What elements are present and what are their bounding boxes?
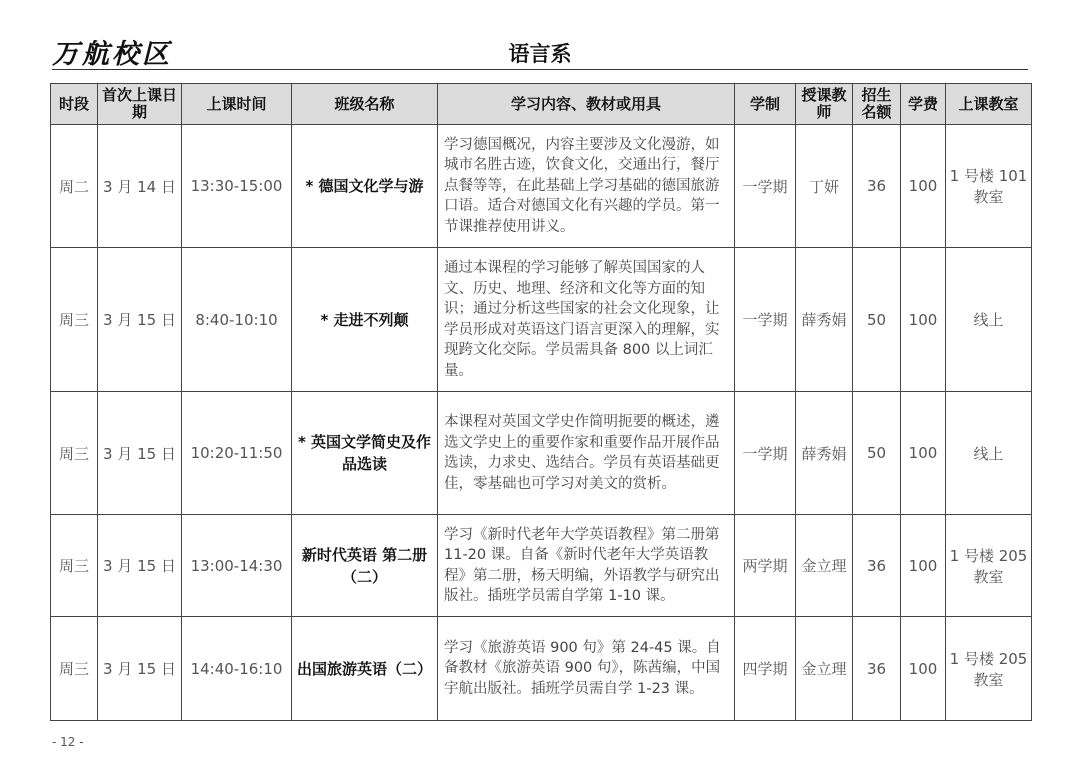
time-cell: 13:00-14:30: [182, 515, 292, 617]
quota-cell: 50: [853, 392, 901, 515]
content-cell: 学习《旅游英语 900 句》第 24-45 课。自备教材《旅游英语 900 句》，陈茜编，中国宇航出版社。插班学员需自学 1-23 课。: [438, 617, 735, 721]
time-cell: 10:20-11:50: [182, 392, 292, 515]
page-number: - 12 -: [52, 735, 84, 749]
day-cell: 周三: [51, 515, 98, 617]
term-cell: 四学期: [735, 617, 796, 721]
term-cell: 一学期: [735, 392, 796, 515]
teacher-cell: 金立理: [796, 515, 853, 617]
fee-cell: 100: [901, 125, 946, 248]
day-cell: 周三: [51, 617, 98, 721]
first-date-cell: 3 月 15 日: [98, 515, 182, 617]
fee-cell: 100: [901, 515, 946, 617]
quota-cell: 36: [853, 515, 901, 617]
fee-cell: 100: [901, 617, 946, 721]
class-name-cell: * 英国文学简史及作品选读: [292, 392, 438, 515]
table-row: [51, 392, 1032, 515]
room-cell: 1 号楼 101 教室: [946, 125, 1032, 248]
col-fee: 学费: [901, 84, 946, 125]
first-date-cell: 3 月 15 日: [98, 392, 182, 515]
teacher-cell: 丁妍: [796, 125, 853, 248]
course-table: [50, 83, 1032, 721]
col-day: 时段: [51, 84, 98, 125]
col-quota: 招生名额: [853, 84, 901, 125]
col-term: 学制: [735, 84, 796, 125]
fee-cell: 100: [901, 248, 946, 392]
first-date-cell: 3 月 15 日: [98, 248, 182, 392]
day-cell: 周三: [51, 248, 98, 392]
room-cell: 1 号楼 205 教室: [946, 617, 1032, 721]
col-first-date: 首次上课日期: [98, 84, 182, 125]
header-rule: [52, 69, 1028, 70]
time-cell: 14:40-16:10: [182, 617, 292, 721]
quota-cell: 36: [853, 617, 901, 721]
term-cell: 一学期: [735, 125, 796, 248]
teacher-cell: 金立理: [796, 617, 853, 721]
class-name-cell: 新时代英语 第二册（二）: [292, 515, 438, 617]
first-date-cell: 3 月 15 日: [98, 617, 182, 721]
campus-title: 万航校区: [52, 39, 172, 70]
class-name-cell: 出国旅游英语（二）: [292, 617, 438, 721]
col-time: 上课时间: [182, 84, 292, 125]
term-cell: 一学期: [735, 248, 796, 392]
day-cell: 周二: [51, 125, 98, 248]
teacher-cell: 薛秀娟: [796, 392, 853, 515]
time-cell: 8:40-10:10: [182, 248, 292, 392]
room-cell: 线上: [946, 392, 1032, 515]
table-row: [51, 515, 1032, 617]
room-cell: 线上: [946, 248, 1032, 392]
fee-cell: 100: [901, 392, 946, 515]
header-row: [51, 84, 1032, 125]
day-cell: 周三: [51, 392, 98, 515]
table-row: [51, 617, 1032, 721]
class-name-cell: * 德国文化学与游: [292, 125, 438, 248]
content-cell: 本课程对英国文学史作简明扼要的概述，遴选文学史上的重要作家和重要作品开展作品选读，力求史、选结合。学员有英语基础更佳，零基础也可学习对美文的赏析。: [438, 392, 735, 515]
col-teacher: 授课教师: [796, 84, 853, 125]
class-name-cell: * 走进不列颠: [292, 248, 438, 392]
time-cell: 13:30-15:00: [182, 125, 292, 248]
quota-cell: 36: [853, 125, 901, 248]
col-room: 上课教室: [946, 84, 1032, 125]
table-row: [51, 248, 1032, 392]
quota-cell: 50: [853, 248, 901, 392]
content-cell: 学习《新时代老年大学英语教程》第二册第 11-20 课。自备《新时代老年大学英语教程》第二册，杨天明编，外语教学与研究出版社。插班学员需自学第 1-10 课。: [438, 515, 735, 617]
content-cell: 通过本课程的学习能够了解英国国家的人文、历史、地理、经济和文化等方面的知识；通过分析这些国家的社会文化现象，让学员形成对英语这门语言更深入的理解，实现跨文化交际。学员需具备 800 以上词汇量。: [438, 248, 735, 392]
table-row: [51, 125, 1032, 248]
col-class-name: 班级名称: [292, 84, 438, 125]
first-date-cell: 3 月 14 日: [98, 125, 182, 248]
content-cell: 学习德国概况，内容主要涉及文化漫游，如城市名胜古迹，饮食文化，交通出行，餐厅点餐等等，在此基础上学习基础的德国旅游口语。适合对德国文化有兴趣的学员。第一节课推荐使用讲义。: [438, 125, 735, 248]
room-cell: 1 号楼 205 教室: [946, 515, 1032, 617]
term-cell: 两学期: [735, 515, 796, 617]
col-content: 学习内容、教材或用具: [438, 84, 735, 125]
teacher-cell: 薛秀娟: [796, 248, 853, 392]
department-title: 语言系: [508, 42, 572, 66]
